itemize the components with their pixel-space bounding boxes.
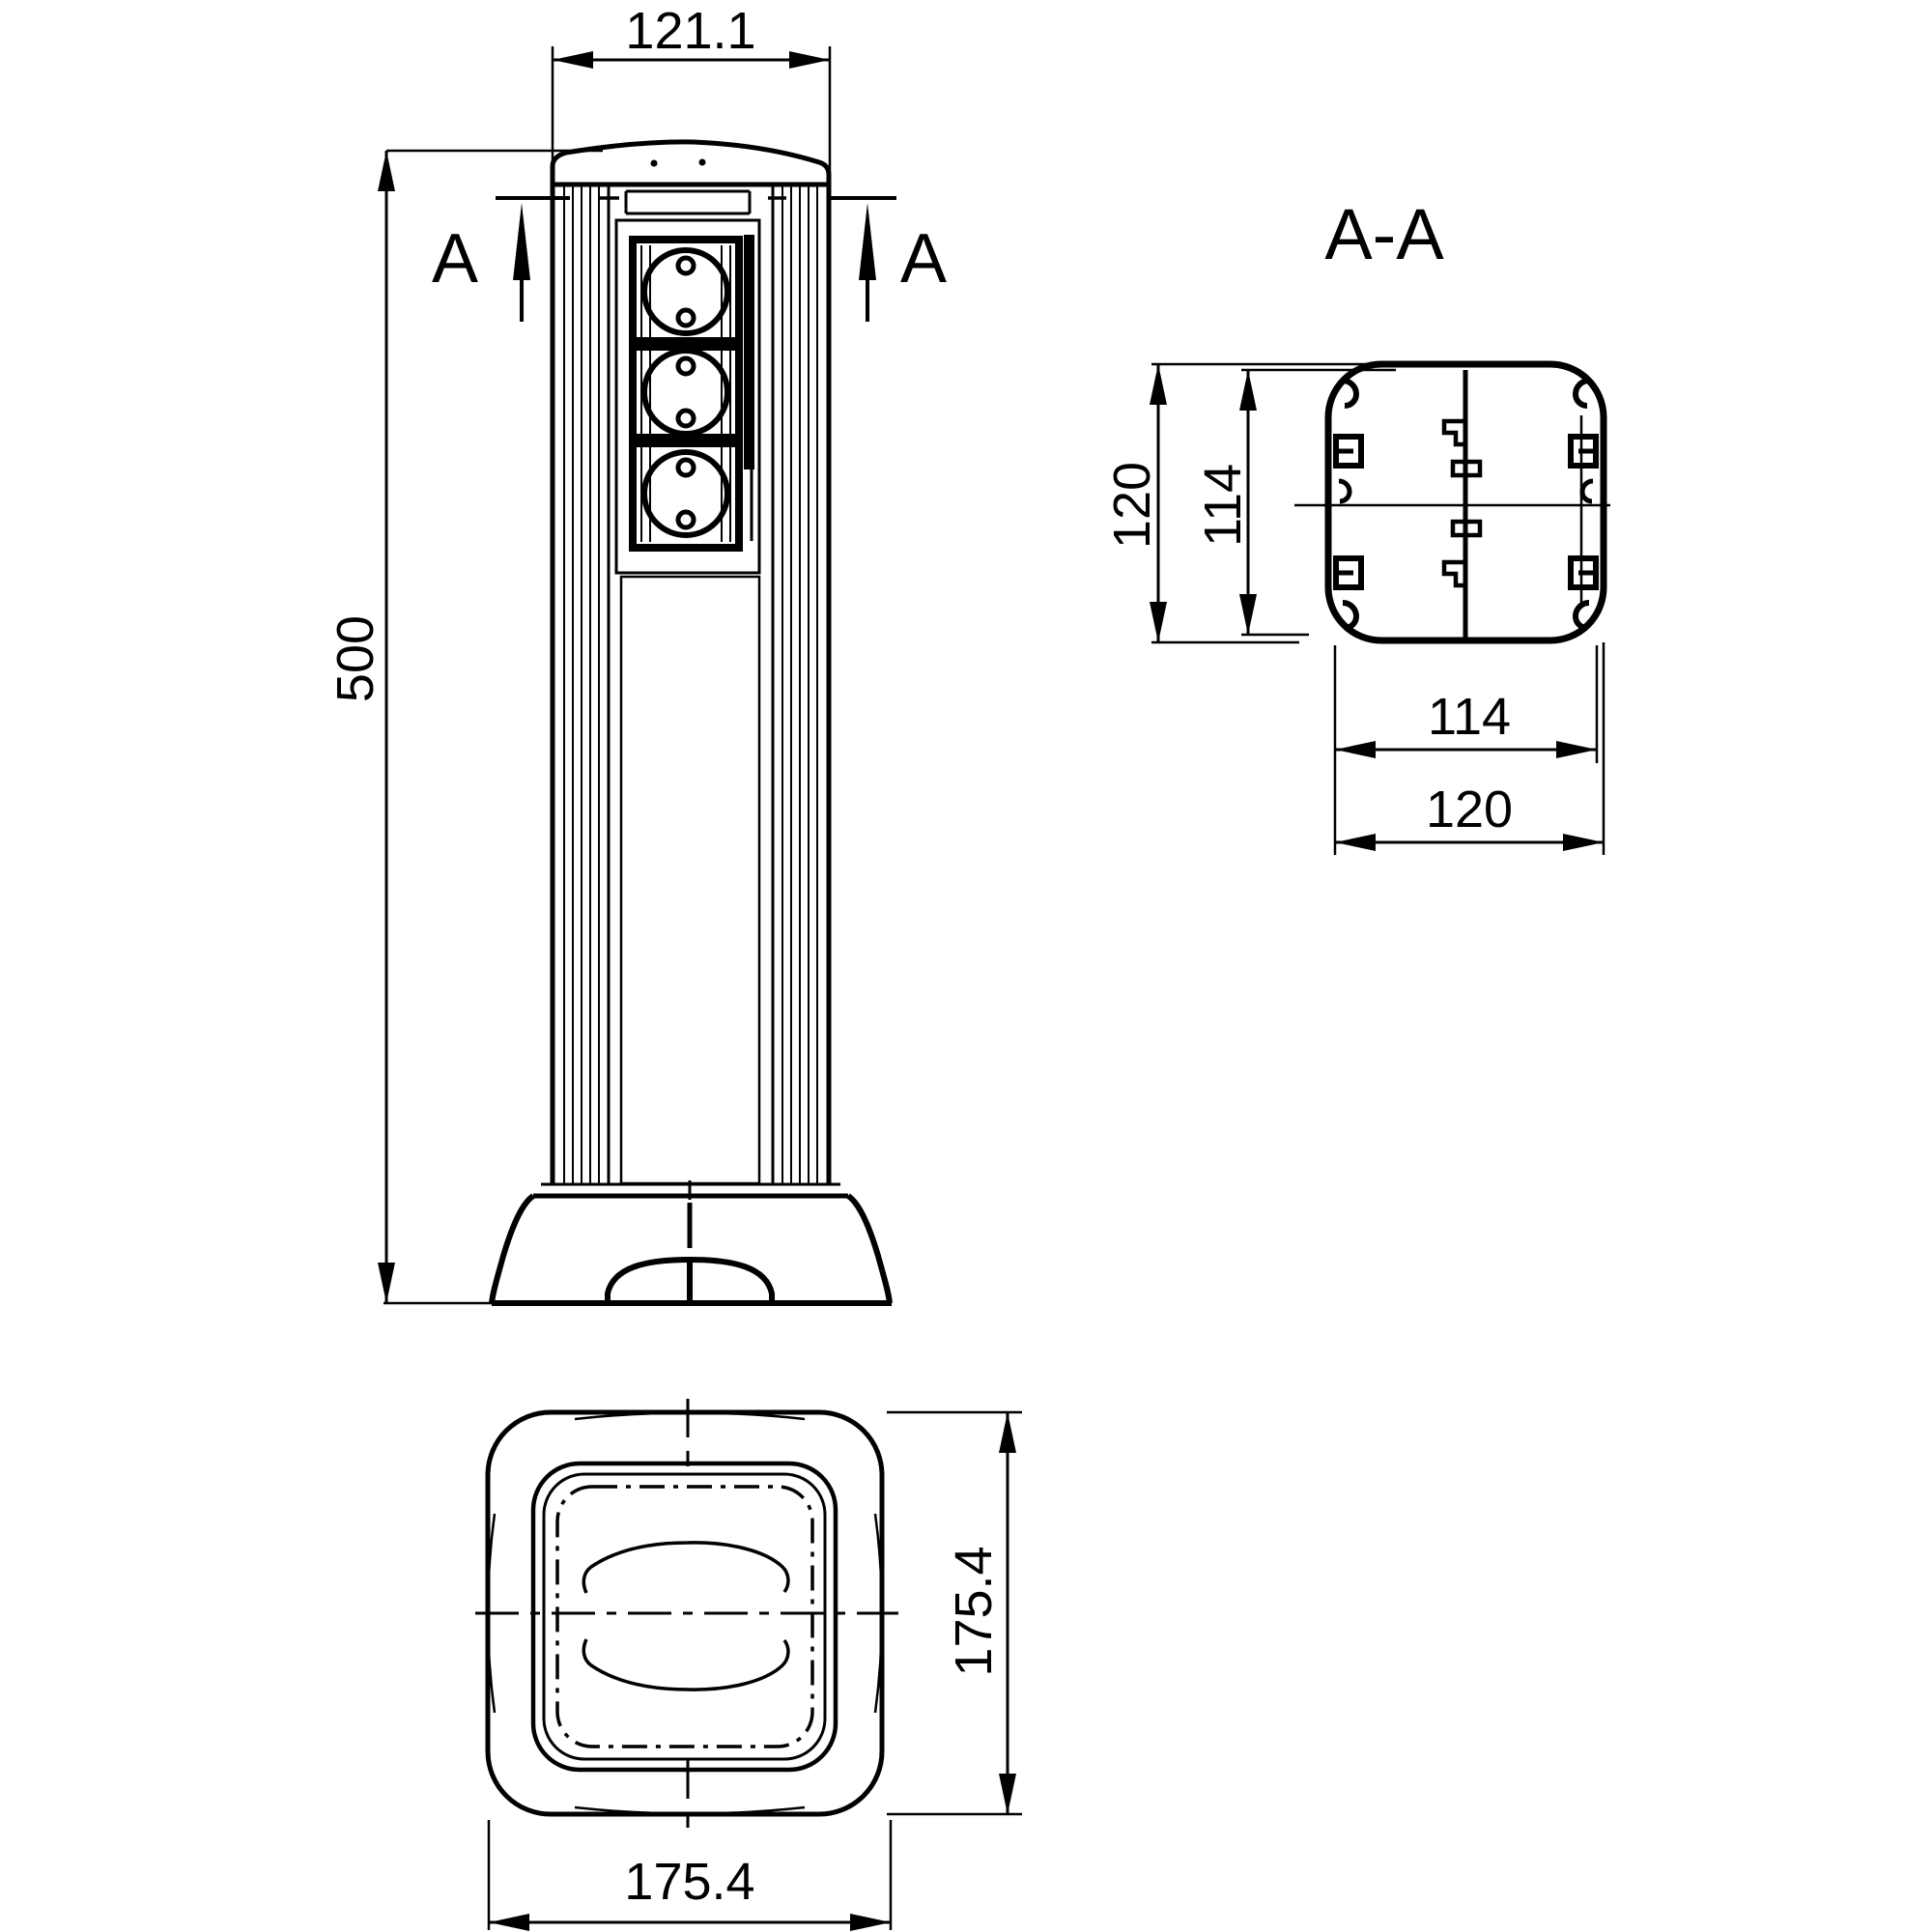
front-width-dim-label: 121.1 (625, 2, 756, 60)
section-view-title: A-A (1324, 194, 1444, 274)
pillar-top-cap (553, 142, 829, 185)
plan-height-dimension (887, 1412, 1022, 1814)
inner-height-label: 114 (1194, 463, 1252, 548)
socket-face (644, 351, 727, 434)
socket-pin-hole (678, 512, 694, 527)
arrowhead-up (999, 1412, 1016, 1453)
arrowhead-up (378, 151, 395, 191)
arrowhead-right (850, 1914, 891, 1931)
section-arrow-right (859, 203, 876, 280)
divider-interlocks (1444, 421, 1480, 585)
arrowhead-down (1150, 602, 1167, 642)
front-top-band (626, 191, 750, 213)
section-marker-label-left: A (431, 220, 479, 298)
socket-outlet (644, 351, 727, 434)
socket-face (644, 452, 727, 535)
arrowhead-right (789, 51, 830, 69)
arrowhead-up (1239, 370, 1257, 411)
section-view (1103, 194, 1610, 855)
cap-screw-dot (699, 159, 706, 166)
arrowhead-down (378, 1263, 395, 1303)
front-height-dim-label: 500 (327, 614, 384, 703)
hidden-profile-outline (557, 1487, 812, 1747)
socket-pin-hole (678, 310, 694, 326)
socket-pin-hole (678, 460, 694, 475)
outlet-block-frame (633, 240, 739, 548)
section-inner-height-dimension (1194, 370, 1396, 635)
clip-hook (1339, 481, 1350, 501)
plan-height-label: 175.4 (945, 1546, 1003, 1677)
arrowhead-right (1563, 834, 1604, 851)
outer-height-label: 120 (1103, 461, 1161, 550)
column-right-ribs (773, 185, 817, 1184)
section-marker-label-right: A (899, 220, 948, 298)
handle-arc-bottom (583, 1639, 788, 1690)
arrowhead-left (553, 51, 593, 69)
handle-arc-top (583, 1543, 788, 1593)
arrowhead-left (1335, 834, 1376, 851)
divider-jog (1444, 421, 1465, 444)
inner-width-label: 114 (1427, 688, 1512, 746)
base-left-flare (492, 1196, 533, 1303)
socket-pin-hole (678, 411, 694, 426)
socket-outlet (644, 452, 727, 535)
base-right-flare (848, 1196, 890, 1303)
base-footprint (475, 1399, 898, 1828)
plan-width-dimension (489, 1820, 891, 1931)
clip-hook (1343, 381, 1356, 406)
arrowhead-down (1239, 594, 1257, 635)
arrowhead-down (999, 1774, 1016, 1814)
socket-pin-hole (678, 258, 694, 273)
access-door-outline (621, 577, 759, 1183)
arrowhead-left (1335, 741, 1376, 758)
socket-module (616, 220, 759, 573)
front-view (327, 2, 947, 1303)
pillar-column-body (553, 185, 829, 1185)
plan-view (475, 1399, 1022, 1931)
socket-outlet (644, 250, 727, 333)
arrowhead-up (1150, 364, 1167, 405)
divider-jog (1444, 562, 1465, 585)
profile-cross-section (1294, 364, 1610, 640)
front-height-dimension (327, 151, 603, 1303)
plan-width-label: 175.4 (624, 1853, 755, 1911)
outer-width-label: 120 (1425, 781, 1514, 838)
cap-screw-dot (651, 160, 658, 167)
pillar-base (492, 1180, 892, 1303)
cap-outline (553, 142, 829, 185)
section-arrow-left (513, 203, 530, 280)
base-top-outline (533, 1463, 836, 1770)
socket-face (644, 250, 727, 333)
column-left-ribs (564, 185, 609, 1184)
front-width-dimension (553, 2, 830, 185)
arrowhead-right (1556, 741, 1597, 758)
socket-pin-hole (678, 358, 694, 374)
base-inner-outline (544, 1474, 825, 1759)
arrowhead-left (489, 1914, 529, 1931)
side-slot-bar (744, 235, 754, 469)
